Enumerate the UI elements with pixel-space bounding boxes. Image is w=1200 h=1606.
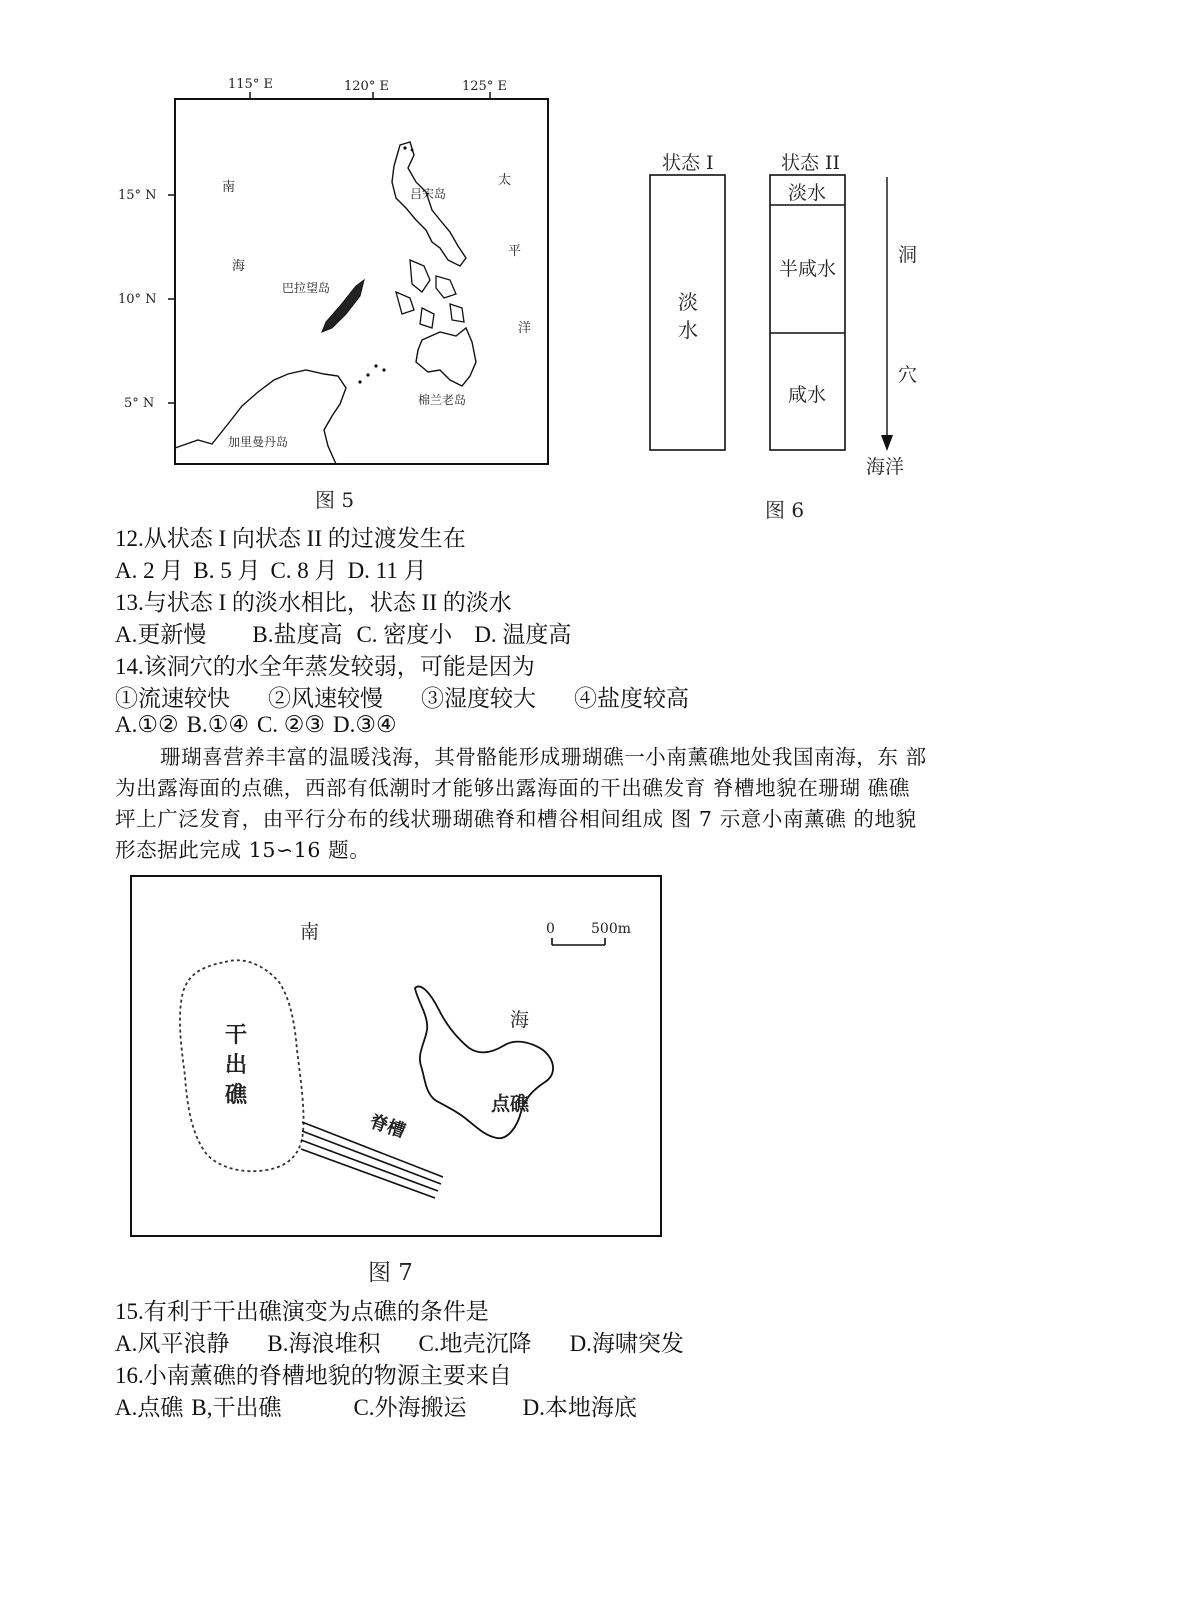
label-hai: 海 — [232, 259, 246, 274]
q12-option-d[interactable]: D. 11 月 — [347, 558, 427, 583]
q14-choice-4: ④盐度较高 — [574, 686, 689, 711]
question-12-stem: 12.从状态 I 向状态 II 的过渡发生在 — [115, 526, 466, 551]
q14-choice-1: ①流速较快 — [115, 686, 230, 711]
lat-label-10: 10° N — [118, 292, 157, 307]
borneo-island — [175, 370, 346, 464]
lon-label-125: 125° E — [462, 79, 507, 94]
dry-reef-char1: 干 — [225, 1022, 248, 1048]
label-mindanao: 棉兰老岛 — [418, 393, 467, 407]
arrow-head-icon — [881, 435, 893, 451]
label-luzon: 吕宋岛 — [410, 187, 447, 201]
state2-layer-fresh: 淡水 — [788, 182, 827, 204]
state1-layer-char2: 水 — [678, 318, 698, 342]
q14-option-b[interactable]: B.①④ — [186, 712, 249, 737]
question-15-stem: 15.有利于干出礁演变为点礁的条件是 — [115, 1299, 489, 1324]
map-svg — [110, 70, 570, 510]
q12-option-b[interactable]: B. 5 月 — [193, 558, 261, 583]
visayas-islands — [396, 260, 464, 328]
cave-svg — [640, 145, 940, 535]
lon-label-115: 115° E — [228, 77, 273, 92]
label-tai: 太 — [498, 173, 512, 188]
state2-layer-brackish: 半咸水 — [779, 258, 837, 280]
arrow-label-char1: 洞 — [898, 244, 918, 266]
question-15-options — [115, 1325, 718, 1358]
fig7-caption: 图 7 — [368, 1260, 413, 1286]
question-14-choices — [115, 680, 723, 713]
q16-option-b[interactable]: B,干出礁 — [191, 1395, 282, 1420]
q13-option-d[interactable]: D. 温度高 — [474, 622, 572, 647]
q12-option-a[interactable]: A. 2 月 — [115, 558, 184, 583]
q14-option-a[interactable]: A.①② — [115, 712, 179, 737]
q15-option-b[interactable]: B.海浪堆积 — [267, 1331, 381, 1356]
q13-option-a[interactable]: A.更新慢 — [115, 622, 207, 647]
q16-option-c[interactable]: C.外海搬运 — [353, 1395, 467, 1420]
fig5-caption: 图 5 — [315, 488, 355, 512]
q15-option-c[interactable]: C.地壳沉降 — [418, 1331, 532, 1356]
question-16-stem: 16.小南薰礁的脊槽地貌的物源主要来自 — [115, 1363, 512, 1388]
point-reef-outline — [415, 986, 553, 1138]
q14-choice-3: ③湿度较大 — [421, 686, 536, 711]
question-13-stem: 13.与状态 I 的淡水相比，状态 II 的淡水 — [115, 590, 512, 615]
dry-reef-char2: 出 — [225, 1052, 248, 1078]
passage-line-1: 珊瑚喜营养丰富的温暖浅海，其骨骼能形成珊瑚礁一小南薰礁地处我国南海，东 部 — [160, 745, 927, 769]
mindanao-island — [416, 328, 476, 386]
point-reef-label: 点礁 — [491, 1093, 530, 1115]
dry-reef-char3: 礁 — [225, 1082, 248, 1108]
fig6-caption: 图 6 — [765, 498, 805, 522]
label-yang: 洋 — [518, 321, 532, 336]
reef-svg — [125, 870, 670, 1245]
q14-option-c[interactable]: C. ②③ — [256, 712, 326, 737]
label-palawan: 巴拉望岛 — [282, 281, 331, 295]
q14-option-d[interactable]: D.③④ — [333, 712, 397, 737]
q12-option-c[interactable]: C. 8 月 — [270, 558, 338, 583]
state2-layer-salt: 咸水 — [788, 384, 827, 406]
lat-label-5: 5° N — [124, 396, 155, 411]
reef-frame — [131, 876, 661, 1236]
q13-option-c[interactable]: C. 密度小 — [356, 622, 453, 647]
ridge-label: 脊槽 — [367, 1111, 408, 1143]
label-nan: 南 — [222, 180, 236, 195]
scale-zero: 0 — [546, 921, 555, 937]
state2-title: 状态 II — [781, 152, 841, 174]
state2-column — [770, 175, 845, 450]
q15-option-d[interactable]: D.海啸突发 — [569, 1331, 684, 1356]
passage-line-2: 为出露海面的点礁，西部有低潮时才能够出露海面的干出礁发育 脊槽地貌在珊瑚 礁礁 — [115, 776, 910, 800]
lon-label-120: 120° E — [344, 79, 389, 94]
q14-choice-2: ②风速较慢 — [268, 686, 383, 711]
question-16-options — [115, 1389, 671, 1422]
sea-label-nan: 南 — [300, 921, 320, 943]
sea-label-hai: 海 — [510, 1009, 530, 1031]
question-14-options — [115, 712, 431, 738]
lat-label-15: 15° N — [118, 188, 157, 203]
question-14-stem: 14.该洞穴的水全年蒸发较弱，可能是因为 — [115, 654, 535, 679]
q15-option-a[interactable]: A.风平浪静 — [115, 1331, 230, 1356]
state1-title: 状态 I — [662, 152, 714, 174]
label-borneo: 加里曼丹岛 — [228, 435, 289, 449]
q16-option-a[interactable]: A.点礁 — [115, 1395, 184, 1420]
arrow-end-label: 海洋 — [866, 456, 905, 478]
scale-end: 500m — [591, 921, 631, 937]
label-ping: 平 — [508, 244, 522, 259]
luzon-island — [392, 142, 466, 266]
question-12-options — [115, 552, 461, 585]
q16-option-d[interactable]: D.本地海底 — [522, 1395, 637, 1420]
passage-line-4: 形态据此完成 15∽16 题。 — [115, 838, 371, 862]
arrow-label-char2: 穴 — [898, 364, 918, 386]
state1-layer-char1: 淡 — [678, 290, 698, 314]
passage-line-3: 坪上广泛发育，由平行分布的线状珊瑚礁脊和槽谷相间组成 图 7 示意小南薰礁 的地貌 — [115, 807, 917, 831]
q13-option-b[interactable]: B.盐度高 — [252, 622, 343, 647]
question-13-options — [115, 616, 605, 649]
